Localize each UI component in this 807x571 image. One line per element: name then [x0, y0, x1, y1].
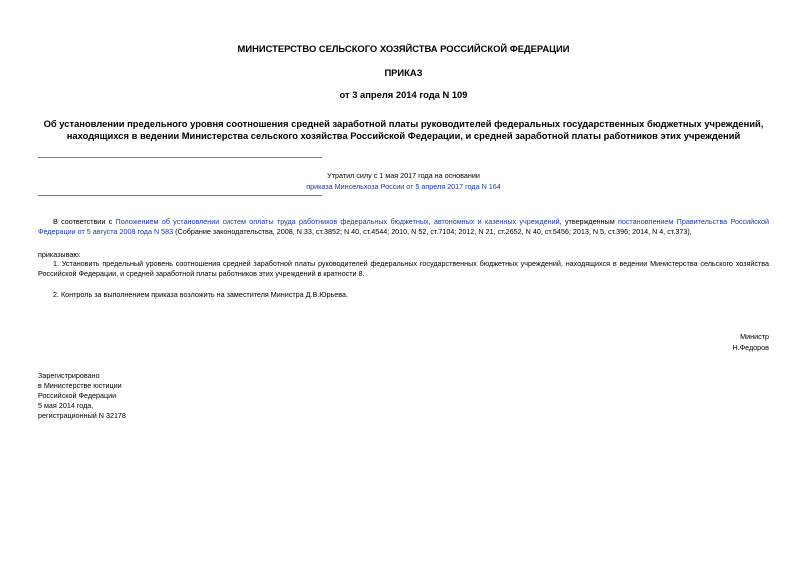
document-title-line-1: Об установлении предельного уровня соотношения средней заработной платы руководителей федеральных государственных бюджетных учреждений, — [43, 118, 764, 129]
registration-line: Зарегистрировано — [38, 371, 100, 380]
signatory-name: Н.Федоров — [732, 343, 769, 352]
expired-notice-text: Утратил силу с 1 мая 2017 года на основании — [327, 171, 480, 180]
order-date: от 3 апреля 2014 года N 109 — [339, 89, 468, 100]
government-decree-link[interactable]: постановлением Правительства Российской Федерации от 5 августа 2008 года N 583 — [38, 217, 770, 236]
registration-line: регистрационный N 32178 — [38, 411, 126, 420]
registration-block — [38, 371, 126, 421]
registration-line: в Министерстве юстиции — [38, 381, 122, 390]
document-title — [38, 118, 769, 142]
basis-paragraph — [38, 217, 769, 237]
order-heading: ПРИКАЗ — [384, 67, 423, 78]
registration-line: 5 мая 2014 года, — [38, 401, 94, 410]
order-verb: приказываю: — [38, 250, 81, 259]
ministry-heading: МИНИСТЕРСТВО СЕЛЬСКОГО ХОЗЯЙСТВА РОССИЙСКОЙ ФЕДЕРАЦИИ — [237, 43, 570, 54]
regulation-link[interactable]: Положением об установлении систем оплаты труда работников федеральных бюджетных, автономных и казенных учреждений — [115, 217, 560, 226]
order-item-2: 2. Контроль за выполнением приказа возложить на заместителя Министра Д.В.Юрьева. — [53, 290, 349, 299]
separator-bottom — [38, 195, 322, 196]
registration-line: Российской Федерации — [38, 391, 117, 400]
basis-suffix: (Собрание законодательства, 2008, N 33, ст.3852; N 40, ст.4544; 2010, N 52, ст.7104; 2012, N 21, ст.2652, N 40, ст.5456; 2013, N 5, ст.396; 2014, N 4, ст.373), — [173, 227, 692, 236]
basis-middle: , утвержденным — [559, 217, 618, 226]
separator-top — [38, 157, 322, 158]
basis-prefix: В соответствии с — [53, 217, 116, 226]
document-title-line-2: находящихся в ведении Министерства сельского хозяйства Российской Федерации, и средней заработной платы работников этих учреждений — [66, 130, 741, 141]
signature-block — [733, 331, 770, 353]
order-item-1: 1. Установить предельный уровень соотношения средней заработной платы руководителей федеральных государственных бюджетных учреждений, находящихся в ведении Министерства сельского хозяйства Российской Федерации, и средней заработной платы работников этих учреждений в кратности 8. — [38, 259, 769, 278]
expired-notice — [38, 170, 769, 192]
expired-notice-link[interactable]: приказа Минсельхоза России от 5 апреля 2017 года N 164 — [306, 182, 501, 191]
signatory-position: Министр — [740, 332, 769, 341]
